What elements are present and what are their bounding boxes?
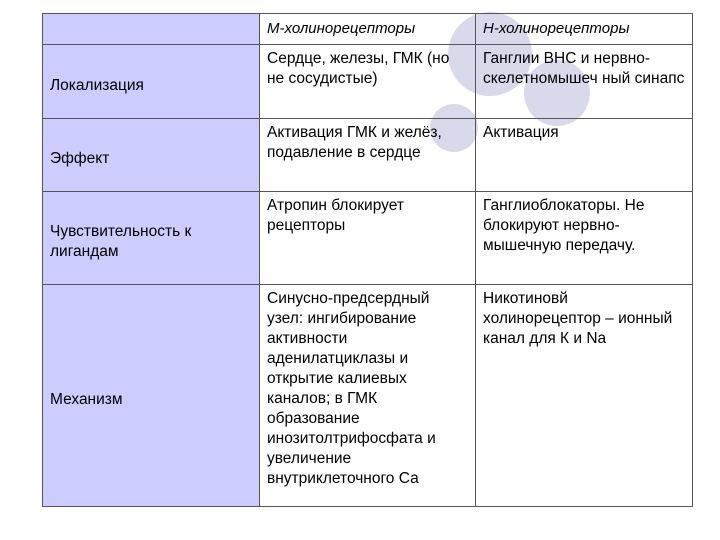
row-label: Локализация <box>43 45 260 119</box>
table-row-effect <box>43 119 693 192</box>
cell-m: Синусно-предсердный узел: ингибирование активности аденилатциклазы и открытие калиевых каналов; в ГМК образование инозитолтрифосфата и увеличение внутриклеточного Са <box>260 285 476 507</box>
cell-n: Ганглии ВНС и нервно-скелетномышеч ный синапс <box>476 45 693 119</box>
header-corner-cell <box>43 14 260 45</box>
row-label: Чувствительность к лигандам <box>43 192 260 285</box>
cell-n: Ганглиоблокаторы. Не блокируют нервно-мышечную передачу. <box>476 192 693 285</box>
cell-n: Никотиновй холинорецептор – ионный канал для К и Na <box>476 285 693 507</box>
row-label: Эффект <box>43 119 260 192</box>
table-header-row <box>43 14 693 45</box>
header-m-receptors: М-холинорецепторы <box>260 14 476 45</box>
table-row-mechanism <box>43 285 693 507</box>
row-label: Механизм <box>43 285 260 507</box>
table-row-sensitivity <box>43 192 693 285</box>
table-row-localization <box>43 45 693 119</box>
cell-m: Атропин блокирует рецепторы <box>260 192 476 285</box>
cell-m: Сердце, железы, ГМК (но не сосудистые) <box>260 45 476 119</box>
receptor-comparison-table <box>42 13 693 507</box>
cell-m: Активация ГМК и желёз, подавление в сердце <box>260 119 476 192</box>
header-n-receptors: Н-холинорецепторы <box>476 14 693 45</box>
cell-n: Активация <box>476 119 693 192</box>
